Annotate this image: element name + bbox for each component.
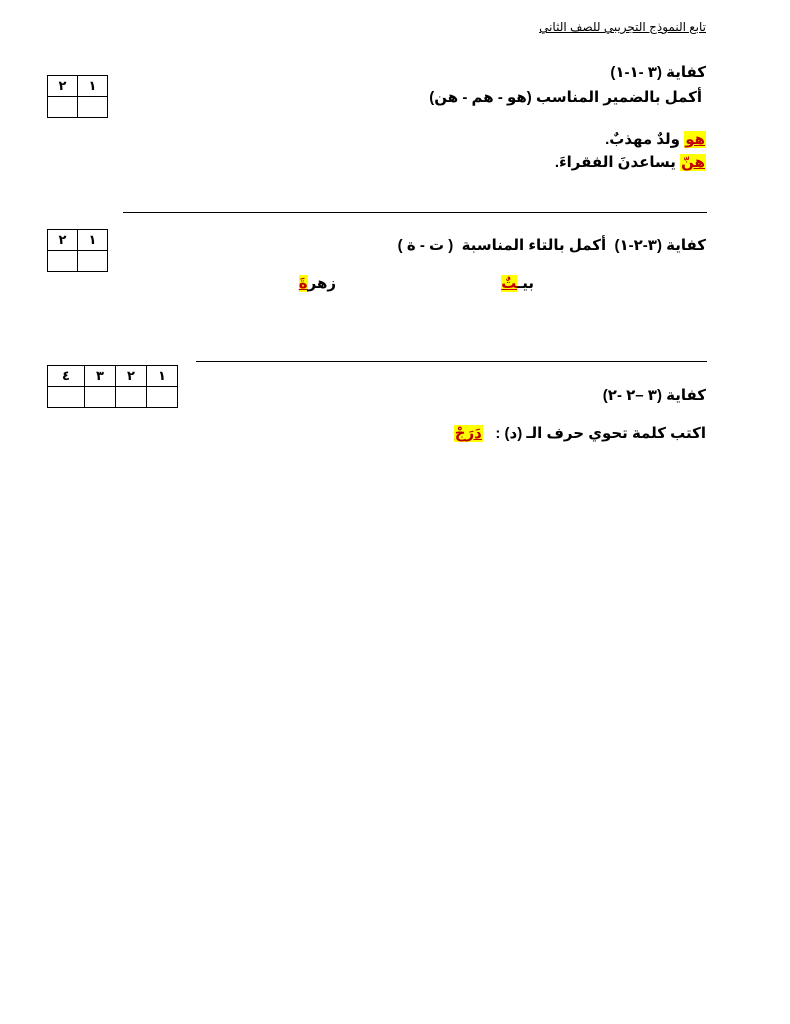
section1-line2-answer: هنّ — [681, 154, 705, 171]
section1-title: كفاية (٣ -١-١) — [610, 64, 706, 81]
section2-instruction: أكمل بالتاء المناسبة — [461, 237, 607, 254]
section2-word2-answer: ةَ — [298, 275, 308, 292]
section1-line1-answer: هو — [685, 131, 705, 148]
score-cell[interactable] — [48, 387, 85, 408]
section3-answer: دَرَجْ — [454, 425, 482, 442]
section1-line2-text: يساعدنَ الفقراءَ. — [554, 154, 681, 171]
score-cell-header: ٢ — [116, 366, 147, 387]
divider-line — [196, 361, 707, 362]
score-cell-header: ٣ — [85, 366, 116, 387]
section3-instruction: اكتب كلمة تحوي حرف الـ (د) : — [495, 425, 706, 442]
section2-word2-stem: زهر — [307, 275, 336, 292]
score-cell[interactable] — [78, 251, 108, 272]
score-cell-header: ١ — [78, 76, 108, 97]
score-cell-header: ٢ — [48, 76, 78, 97]
section1-line1-text: ولدٌ مهذبٌ. — [605, 131, 685, 148]
score-cell[interactable] — [85, 387, 116, 408]
divider-line — [123, 212, 707, 213]
score-cell[interactable] — [78, 97, 108, 118]
score-cell[interactable] — [48, 97, 78, 118]
section1-line1 — [605, 130, 706, 148]
section1-instruction: أكمل بالضمير المناسب (هو - هم - هن) — [429, 89, 702, 106]
section1-score-grid — [47, 75, 108, 118]
score-cell[interactable] — [147, 387, 178, 408]
section2-word1-stem: بيـ — [517, 275, 534, 292]
section2-word2 — [299, 274, 336, 292]
section2-word1-answer: تٌ — [501, 275, 518, 292]
section2-title: كفاية (٣-٢-١) — [614, 237, 706, 254]
section3-line — [454, 424, 706, 442]
section2-score-grid — [47, 229, 108, 272]
score-cell[interactable] — [48, 251, 78, 272]
section1-line2 — [555, 153, 706, 171]
score-cell-header: ١ — [147, 366, 178, 387]
page-header: تابع النموذج التجريبي للصف الثاني — [539, 20, 706, 34]
score-cell[interactable] — [116, 387, 147, 408]
section2-word1 — [501, 274, 534, 292]
score-cell-header: ٤ — [48, 366, 85, 387]
section2-heading — [398, 236, 706, 254]
section2-options: ( ت - ة ) — [397, 237, 454, 254]
score-cell-header: ١ — [78, 230, 108, 251]
score-cell-header: ٢ — [48, 230, 78, 251]
section3-title: كفاية (٣ –٢ -٢) — [602, 387, 706, 404]
section3-score-grid — [47, 365, 178, 408]
